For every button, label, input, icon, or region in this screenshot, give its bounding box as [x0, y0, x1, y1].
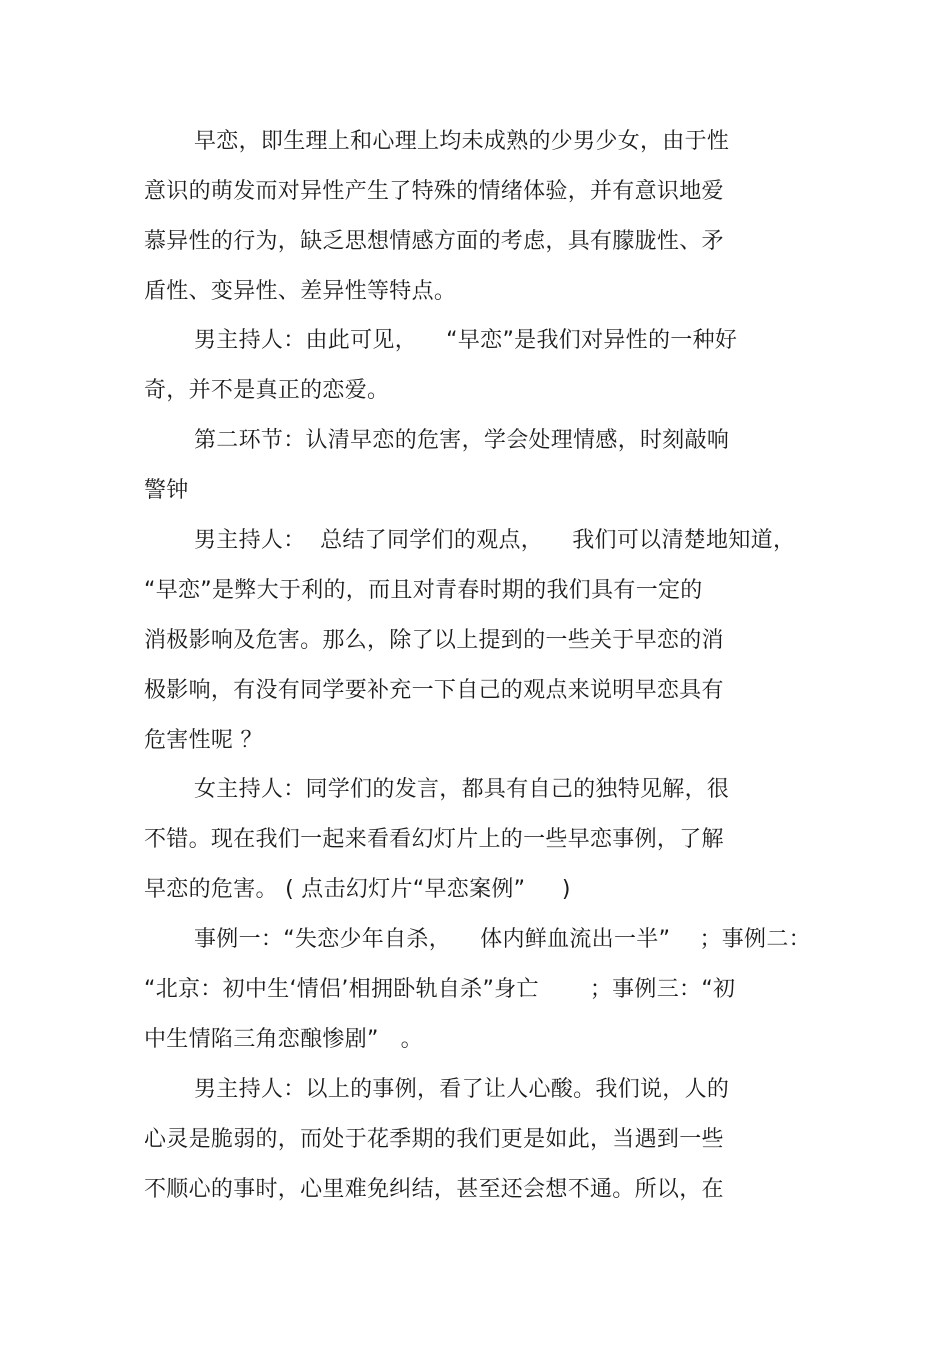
section-heading-line: 警钟 — [144, 478, 189, 503]
paragraph-line: 慕异性的行为，缺乏思想情感方面的考虑，具有朦胧性、矛 — [144, 229, 724, 254]
paragraph-line: 事例一：“失恋少年自杀， 体内鲜血流出一半” ；事例二： — [194, 927, 811, 952]
paragraph-line: 消极影响及危害。那么，除了以上提到的一些关于早恋的消 — [144, 628, 724, 653]
paragraph-line: “早恋”是弊大于利的，而且对青春时期的我们具有一定的 — [144, 578, 703, 603]
paragraph-line: 不错。现在我们一起来看看幻灯片上的一些早恋事例，了解 — [144, 827, 724, 852]
paragraph-line: 奇，并不是真正的恋爱。 — [144, 378, 390, 403]
paragraph-line: 早恋的危害。 ( 点击幻灯片“早恋案例” ) — [144, 877, 571, 902]
paragraph-line: 早恋，即生理上和心理上均未成熟的少男少女，由于性 — [194, 129, 730, 154]
paragraph-line: 心灵是脆弱的，而处于花季期的我们更是如此，当遇到一些 — [144, 1127, 724, 1152]
paragraph-line: “北京：初中生‘情侣’相拥卧轨自杀”身亡 ；事例三：“初 — [144, 977, 736, 1002]
paragraph-line: 极影响，有没有同学要补充一下自己的观点来说明早恋具有 — [144, 678, 724, 703]
paragraph-line: 男主持人： 总结了同学们的观点， 我们可以清楚地知道， — [194, 528, 796, 553]
paragraph-line: 男主持人：由此可见， “早恋”是我们对异性的一种好 — [194, 328, 738, 353]
paragraph-line: 男主持人：以上的事例，看了让人心酸。我们说，人的 — [194, 1077, 730, 1102]
section-heading-line: 第二环节：认清早恋的危害，学会处理情感，时刻敲响 — [194, 428, 730, 453]
paragraph-line: 不顺心的事时，心里难免纠结，甚至还会想不通。所以，在 — [144, 1177, 724, 1202]
paragraph-line: 盾性、变异性、差异性等特点。 — [144, 279, 457, 304]
paragraph-line: 女主持人：同学们的发言，都具有自己的独特见解，很 — [194, 777, 730, 802]
paragraph-line: 中生情陷三角恋酿惨剧” 。 — [144, 1027, 423, 1052]
paragraph-line: 危害性呢 ？ — [144, 728, 263, 753]
paragraph-line: 意识的萌发而对异性产生了特殊的情绪体验，并有意识地爱 — [144, 179, 724, 204]
